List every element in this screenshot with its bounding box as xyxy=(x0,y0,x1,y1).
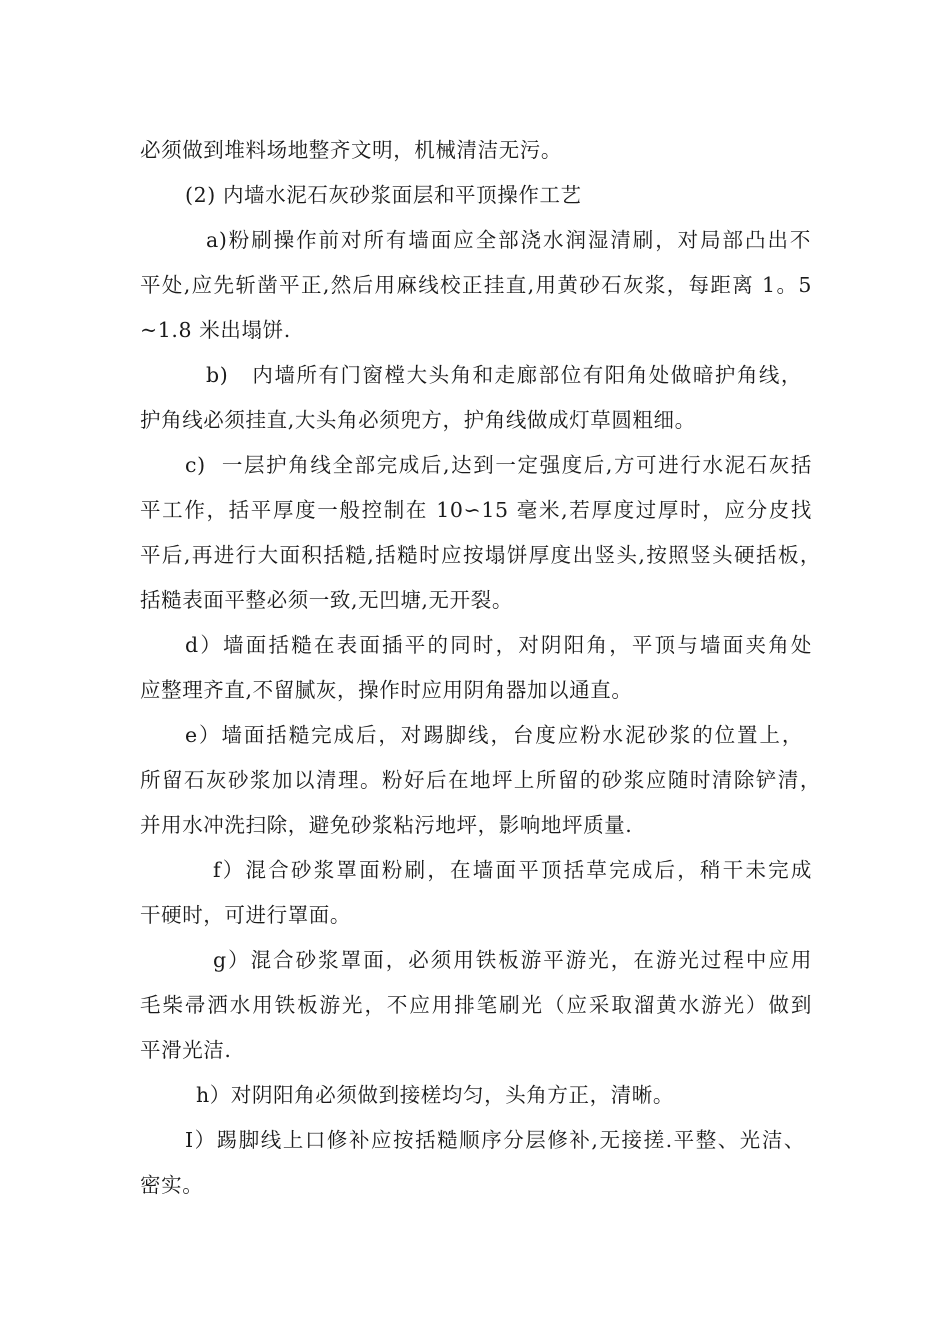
text-line: 平处,应先斩凿平正,然后用麻线校正挂直,用黄砂石灰浆，每距离 1。5 xyxy=(140,273,812,297)
section-heading: (2) 内墙水泥石灰砂浆面层和平顶操作工艺 xyxy=(185,183,582,207)
text-line: 毛柴帚洒水用铁板游光，不应用排笔刷光（应采取溜黄水游光）做到 xyxy=(140,993,812,1017)
text-line: d）墙面括糙在表面插平的同时，对阴阳角，平顶与墙面夹角处 xyxy=(185,633,812,657)
text-line: 平工作，括平厚度一般控制在 10∽15 毫米,若厚度过厚时，应分皮找 xyxy=(140,498,812,522)
text-line: 应整理齐直,不留腻灰，操作时应用阴角器加以通直。 xyxy=(140,678,633,702)
text-line: a)粉刷操作前对所有墙面应全部浇水润湿清刷，对局部凸出不 xyxy=(206,228,811,252)
text-line: 必须做到堆料场地整齐文明，机械清洁无污。 xyxy=(140,138,562,162)
text-line: c) 一层护角线全部完成后,达到一定强度后,方可进行水泥石灰括 xyxy=(185,453,812,477)
text-line: g）混合砂浆罩面，必须用铁板游平游光，在游光过程中应用 xyxy=(213,948,812,972)
text-line: e）墙面括糙完成后，对踢脚线，台度应粉水泥砂浆的位置上， xyxy=(185,723,803,747)
text-line: I）踢脚线上口修补应按括糙顺序分层修补,无接搓.平整、光洁、 xyxy=(185,1128,805,1152)
text-line: f）混合砂浆罩面粉刷，在墙面平顶括草完成后，稍干未完成 xyxy=(213,858,812,882)
text-line: 所留石灰砂浆加以清理。粉好后在地坪上所留的砂浆应随时清除铲清， xyxy=(140,768,821,792)
text-line: 括糙表面平整必须一致,无凹塘,无开裂。 xyxy=(140,588,513,612)
text-line: 干硬时，可进行罩面。 xyxy=(140,903,351,927)
text-line: 并用水冲洗扫除，避免砂浆粘污地坪，影响地坪质量. xyxy=(140,813,633,837)
text-line: b) 内墙所有门窗樘大头角和走廊部位有阳角处做暗护角线， xyxy=(206,363,802,387)
text-line: ~1.8 米出塌饼. xyxy=(140,318,291,342)
text-line: 密实。 xyxy=(140,1173,204,1197)
text-line: h）对阴阳角必须做到接槎均匀，头角方正，清晰。 xyxy=(196,1083,675,1107)
text-line: 平后,再进行大面积括糙,括糙时应按塌饼厚度出竖头,按照竖头硬括板， xyxy=(140,543,821,567)
text-line: 平滑光洁. xyxy=(140,1038,232,1062)
text-line: 护角线必须挂直,大头角必须兜方，护角线做成灯草圆粗细。 xyxy=(140,408,696,432)
